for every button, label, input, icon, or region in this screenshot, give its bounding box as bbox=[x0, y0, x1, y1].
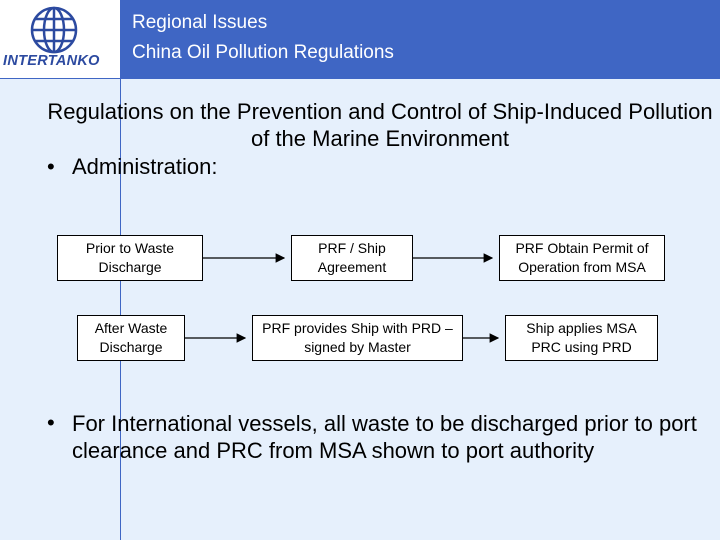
bullet-marker: • bbox=[47, 410, 55, 435]
flow-box-ship-applies-prc: Ship applies MSA PRC using PRD bbox=[505, 315, 658, 361]
bullet-international-vessels: For International vessels, all waste to be discharged prior to port clearance and PRC from MSA shown to port authority bbox=[72, 411, 697, 463]
slide-subtitle: China Oil Pollution Regulations bbox=[132, 42, 394, 63]
flow-box-prf-permit: PRF Obtain Permit of Operation from MSA bbox=[499, 235, 665, 281]
flow-box-after-discharge: After Waste Discharge bbox=[77, 315, 185, 361]
flow-box-prf-provides-prd: PRF provides Ship with PRD – signed by Master bbox=[252, 315, 463, 361]
bullet-administration: Administration: bbox=[72, 154, 218, 179]
flow-box-prf-agreement: PRF / Ship Agreement bbox=[291, 235, 413, 281]
regulation-title: Regulations on the Prevention and Control of Ship-Induced Pollution of the Marine Environment bbox=[47, 99, 713, 151]
logo-text: INTERTANKO bbox=[3, 53, 100, 69]
slide-section-title: Regional Issues bbox=[132, 12, 268, 33]
flow-box-prior-discharge: Prior to Waste Discharge bbox=[57, 235, 203, 281]
bullet-marker: • bbox=[47, 154, 55, 179]
